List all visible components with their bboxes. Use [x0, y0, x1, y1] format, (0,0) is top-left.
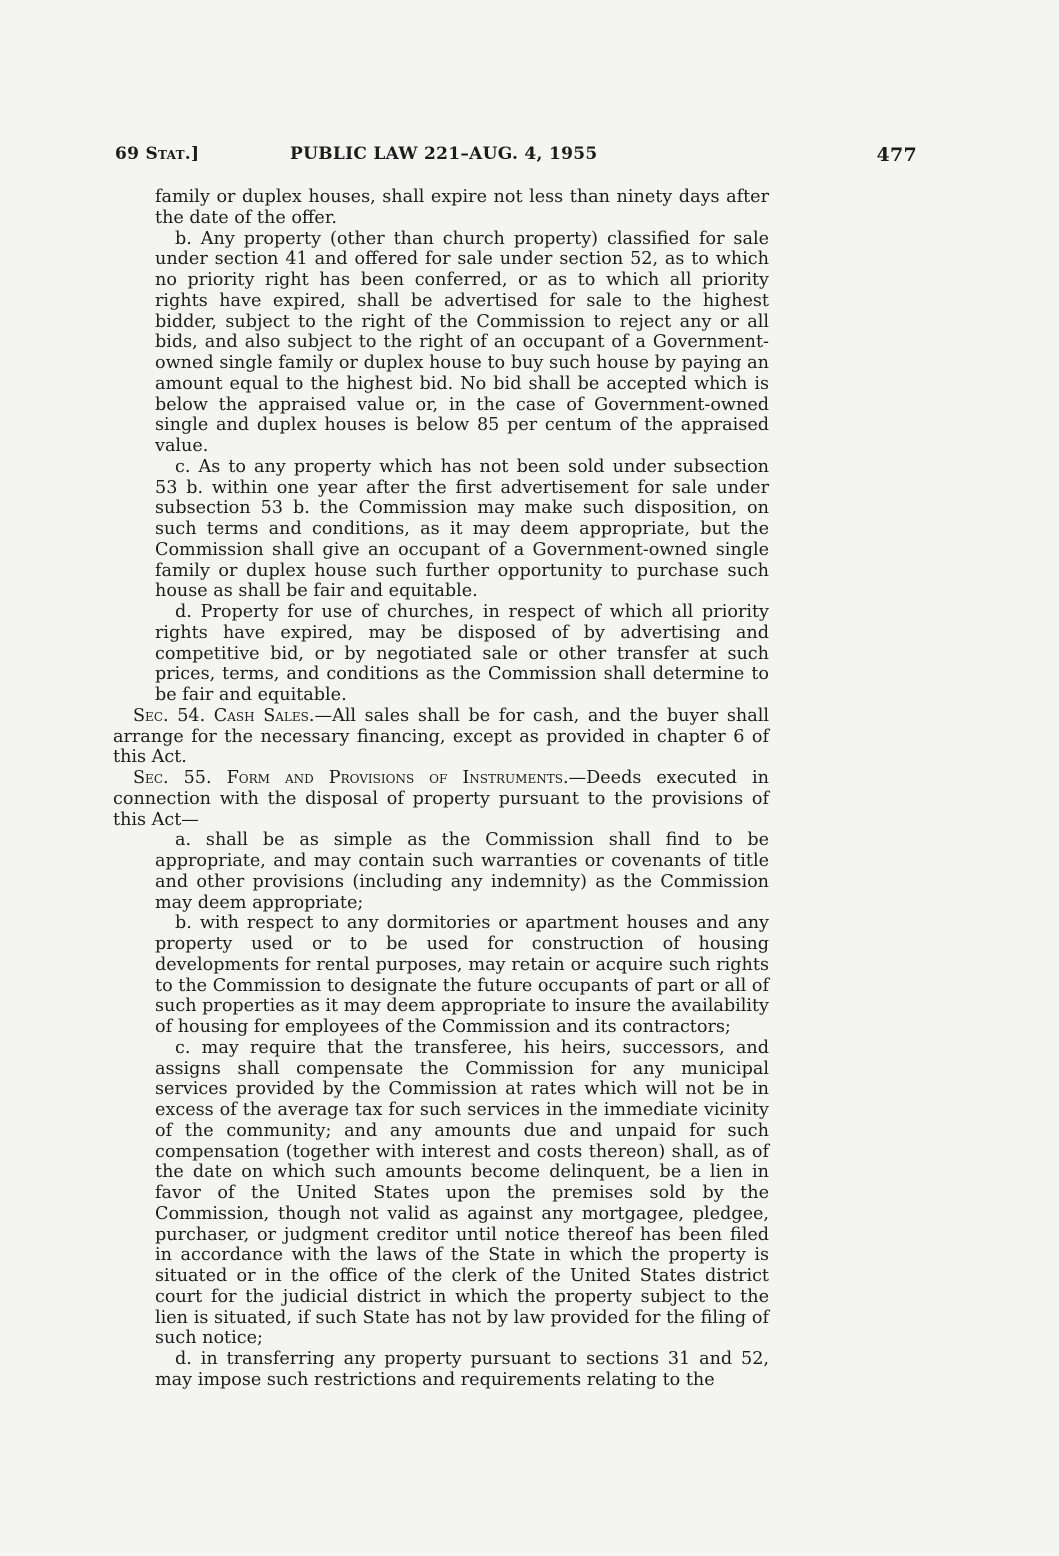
section-54-number: Sec. 54.	[133, 705, 206, 726]
subsection-53d: d. Property for use of churches, in respect of which all priority rights have expired, may be disposed of by advertising and competitive bid, or by negotiated sale or other transfer at such prices, terms, and conditions as the Commission shall determine to be fair and equitable.	[155, 602, 769, 705]
section-54-caption: Cash Sales.	[213, 705, 315, 726]
section-53-continuation	[113, 187, 769, 706]
section-55-caption: Form and Provisions of Instruments.	[226, 768, 569, 788]
paragraph-continuation: family or duplex houses, shall expire not less than ninety days after the date of the offer.	[155, 187, 769, 228]
clause-a: a. shall be as simple as the Commission shall find to be appropriate, and may contain such warranties or covenants of title and other provisions (including any indemnity) as the Commission may deem appropriate;	[155, 830, 769, 913]
section-54-text: —All sales shall be for cash, and the buyer shall arrange for the necessary financing, except as provided in chapter 6 of this Act.	[113, 705, 769, 768]
section-54	[113, 706, 769, 768]
clause-b: b. with respect to any dormitories or apartment houses and any property used or to be used for construction of housing developments for rental purposes, may retain or acquire such rights to the Commission to designate the future occupants of part or all of such properties as it may deem appropriate to insure the availability of housing for employees of the Commission and its contractors;	[155, 913, 769, 1037]
section-55-text: —Deeds executed in connection with the disposal of property pursuant to the provisions of this Act—	[113, 768, 770, 830]
law-title: PUBLIC LAW 221–AUG. 4, 1955	[290, 144, 598, 164]
subsection-53c: c. As to any property which has not been sold under subsection 53 b. within one year after the first advertisement for sale under subsection 53 b. the Commission may make such disposition, on such terms and conditions, as it may deem appropriate, but the Commission shall give an occupant of a Government-owned single family or duplex house such further opportunity to purchase such house as shall be fair and equitable.	[155, 456, 769, 602]
volume-citation: 69 Stat.]	[115, 144, 200, 164]
body-text	[113, 187, 769, 1391]
section-55	[113, 768, 769, 830]
clause-d: d. in transferring any property pursuant to sections 31 and 52, may impose such restrictions and requirements relating to the	[155, 1349, 769, 1390]
page-number: 477	[876, 144, 917, 166]
subsection-53b: b. Any property (other than church property) classified for sale under section 41 and offered for sale under section 52, as to which no priority right has been conferred, or as to which all priority rights have expired, shall be advertised for sale to the highest bidder, subject to the right of the Commission to reject any or all bids, and also subject to the right of an occupant of a Government-owned single family or duplex house to buy such house by paying an amount equal to the highest bid. No bid shall be accepted which is below the appraised value or, in the case of Government-owned single and duplex houses is below 85 per centum of the appraised value.	[155, 228, 769, 456]
section-55-clauses	[113, 830, 769, 1390]
running-head	[115, 144, 917, 168]
clause-c: c. may require that the transferee, his heirs, successors, and assigns shall compensate the Commission for any municipal services provided by the Commission at rates which will not be in excess of the average tax for such services in the immediate vicinity of the community; and any amounts due and unpaid for such compensation (together with interest and costs thereon) shall, as of the date on which such amounts become delinquent, be a lien in favor of the United States upon the premises sold by the Commission, though not valid as against any mortgagee, pledgee, purchaser, or judgment creditor until notice thereof has been filed in accordance with the laws of the State in which the property is situated or in the office of the clerk of the United States district court for the judicial district in which the property subject to the lien is situated, if such State has not by law provided for the filing of such notice;	[155, 1037, 769, 1349]
section-55-number: Sec. 55.	[133, 768, 212, 788]
